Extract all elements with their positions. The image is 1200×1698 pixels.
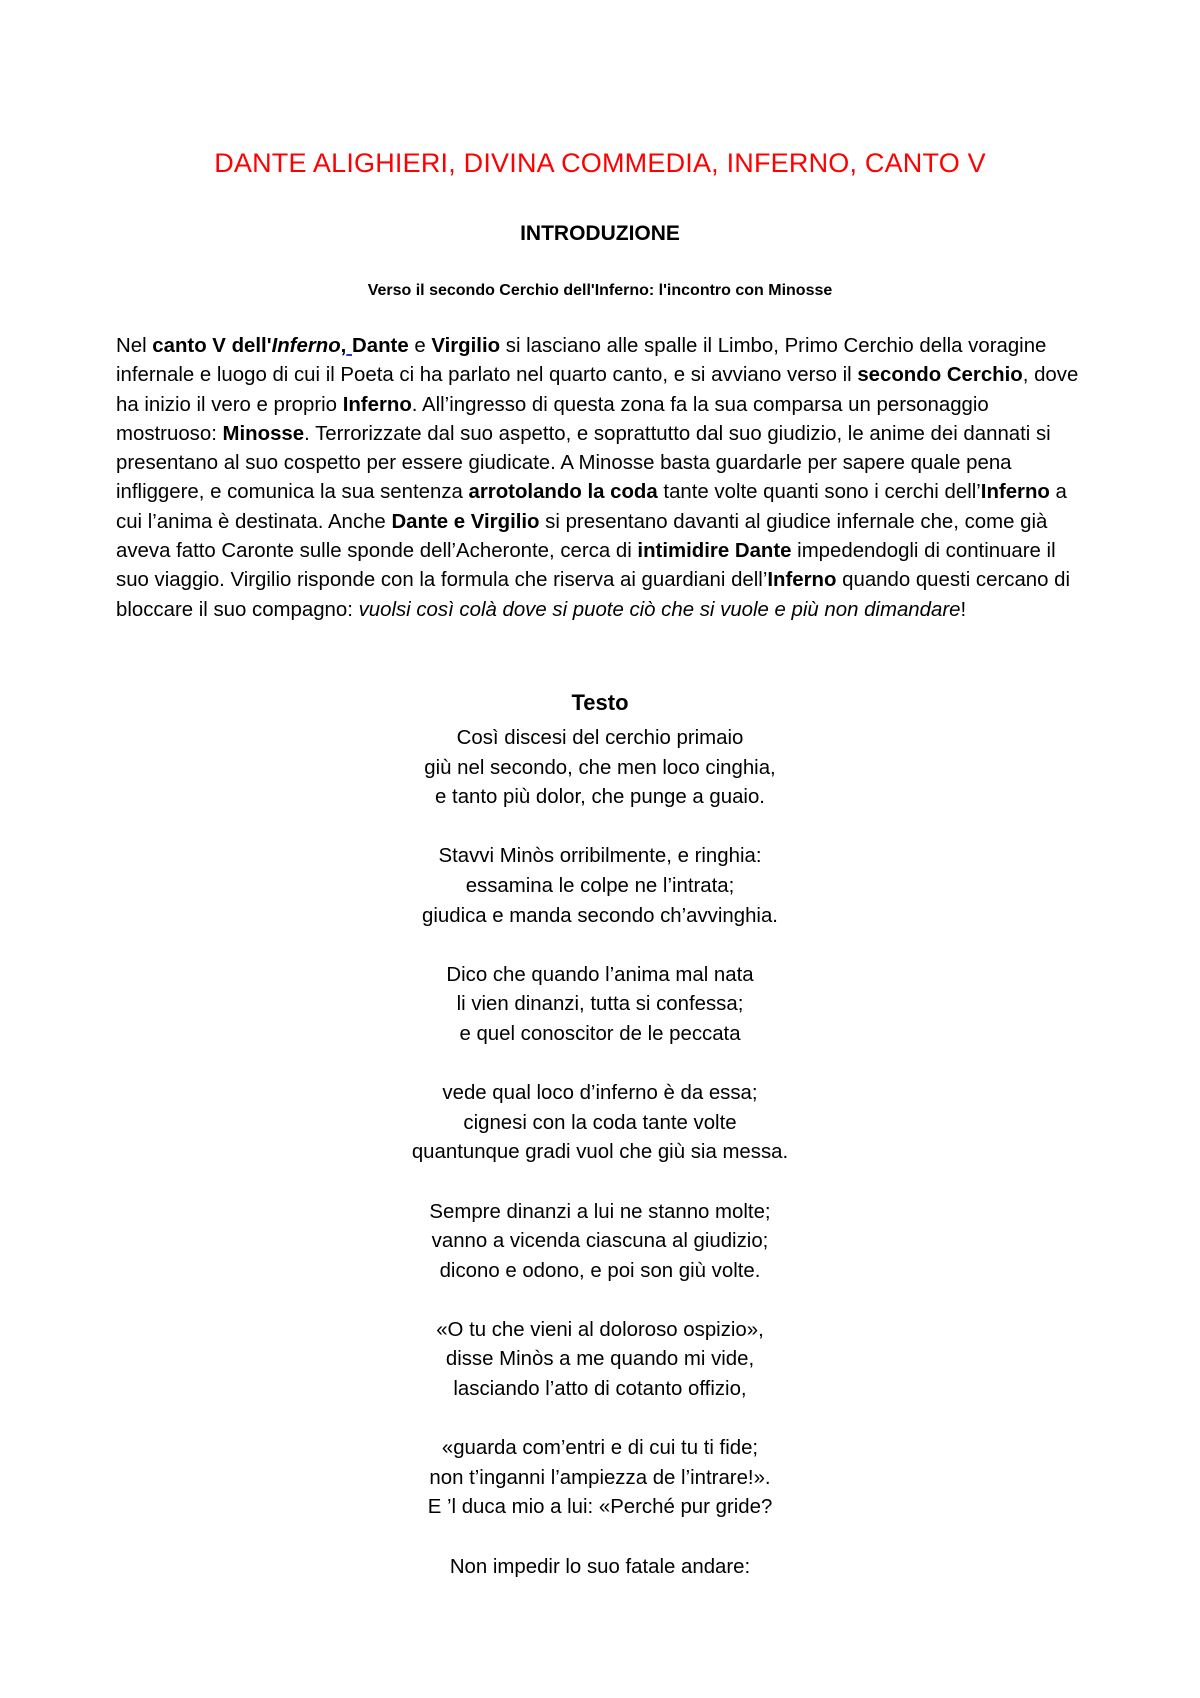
verse-line: giù nel secondo, che men loco cinghia,: [424, 756, 776, 779]
section-subheading: Verso il secondo Cerchio dell'Inferno: l'incontro con Minosse: [367, 282, 833, 299]
verse-line: giudica e manda secondo ch’avvinghia.: [422, 904, 778, 927]
intro-bold: Virgilio: [431, 335, 501, 357]
stanza: [0, 961, 1200, 1050]
intro-bold: Dante e Virgilio: [391, 510, 540, 533]
verse-line: e tanto più dolor, che punge a guaio.: [435, 786, 765, 809]
intro-text: tante volte quanti sono i cerchi dell’: [657, 481, 981, 504]
intro-bold: ,: [340, 335, 347, 357]
intro-bold: canto V dell': [152, 335, 272, 357]
verse-line: dicono e odono, e poi son giù volte.: [439, 1259, 761, 1282]
document-title: DANTE ALIGHIERI, DIVINA COMMEDIA, INFERNO, CANTO V: [214, 148, 986, 178]
intro-bold: arrotolando la coda: [468, 481, 658, 504]
stanza: [0, 1079, 1200, 1168]
verse-line: vanno a vicenda ciascuna al giudizio;: [431, 1230, 769, 1253]
intro-bold: Inferno: [342, 393, 412, 416]
intro-paragraph: [116, 332, 1086, 625]
verse-line: essamina le colpe ne l’intrata;: [465, 874, 735, 897]
stanza: [0, 724, 1200, 813]
intro-text: . All’ingresso di questa zona fa la sua comparsa un personaggio mostruoso:: [116, 393, 989, 445]
intro-bold: Dante: [352, 335, 409, 357]
stanza: [0, 1434, 1200, 1523]
stanza: [0, 1553, 1200, 1583]
intro-bold: Inferno: [980, 481, 1050, 504]
verse-line: Dico che quando l’anima mal nata: [446, 963, 754, 986]
intro-text: a cui l’anima è destinata. Anche: [116, 481, 1067, 533]
intro-italic-quote: vuolsi così colà dove si puote ciò che si vuole e più non dimandare: [358, 598, 961, 621]
verse-line: «guarda com’entri e di cui tu ti fide;: [441, 1437, 759, 1460]
intro-bold: Inferno: [767, 569, 837, 592]
verse-line: li vien dinanzi, tutta si confessa;: [456, 993, 744, 1016]
verse-line: disse Minòs a me quando mi vide,: [445, 1348, 755, 1371]
intro-text: , dove ha inizio il vero e proprio: [116, 364, 1079, 416]
intro-bold: intimidire Dante: [637, 540, 792, 563]
intro-text: impedendogli di continuare il suo viaggio. Virgilio risponde con la formula che riserva ai guardiani dell’: [116, 540, 1056, 592]
verse-line: Così discesi del cerchio primaio: [456, 727, 744, 749]
verse-line: E ’l duca mio a lui: «Perché pur gride?: [427, 1496, 773, 1519]
verse-line: e quel conoscitor de le peccata: [459, 1022, 741, 1045]
verse-line: cignesi con la coda tante volte: [463, 1111, 737, 1134]
verse-line: lasciando l’atto di cotanto offizio,: [453, 1378, 747, 1401]
stanza: [0, 1198, 1200, 1287]
verse-line: vede qual loco d’inferno è da essa;: [442, 1082, 758, 1105]
verse-line: Sempre dinanzi a lui ne stanno molte;: [429, 1200, 771, 1223]
stanza: [0, 842, 1200, 931]
intro-text: . Terrorizzate dal suo aspetto, e soprattutto dal suo giudizio, le anime dei dannati si presentano al suo cospetto per essere giudicate. A Minosse basta guardarle per sapere quale pena infliggere, e comunica la sua sentenza: [116, 422, 1051, 504]
verse-line: «O tu che vieni al doloroso ospizio»,: [436, 1318, 764, 1341]
intro-text: quando questi cercano di bloccare il suo compagno:: [116, 569, 1070, 621]
section-heading: INTRODUZIONE: [520, 222, 680, 245]
intro-bold: secondo Cerchio: [857, 364, 1023, 387]
intro-bold-italic: Inferno: [271, 335, 341, 357]
verse-line: quantunque gradi vuol che giù sia messa.: [411, 1141, 789, 1164]
poem-text: [0, 724, 1200, 1612]
intro-text: !: [960, 598, 967, 621]
intro-text: e: [408, 335, 432, 357]
intro-text: Nel: [116, 335, 153, 357]
verse-line: Non impedir lo suo fatale andare:: [449, 1555, 751, 1578]
intro-bold: Minosse: [222, 422, 305, 445]
stanza: [0, 1316, 1200, 1405]
verse-line: non t’inganni l’ampiezza de l’intrare!».: [429, 1466, 771, 1489]
intro-text: si lasciano alle spalle il Limbo, Primo Cerchio della voragine infernale e luogo di cui il Poeta ci ha parlato nel quarto canto, e si avviano verso il: [116, 335, 1047, 387]
intro-text: si presentano davanti al giudice infernale che, come già aveva fatto Caronte sulle sponde dell’Acheronte, cerca di: [116, 510, 1048, 563]
testo-heading: Testo: [571, 690, 629, 715]
verse-line: Stavvi Minòs orribilmente, e ringhia:: [438, 845, 762, 868]
